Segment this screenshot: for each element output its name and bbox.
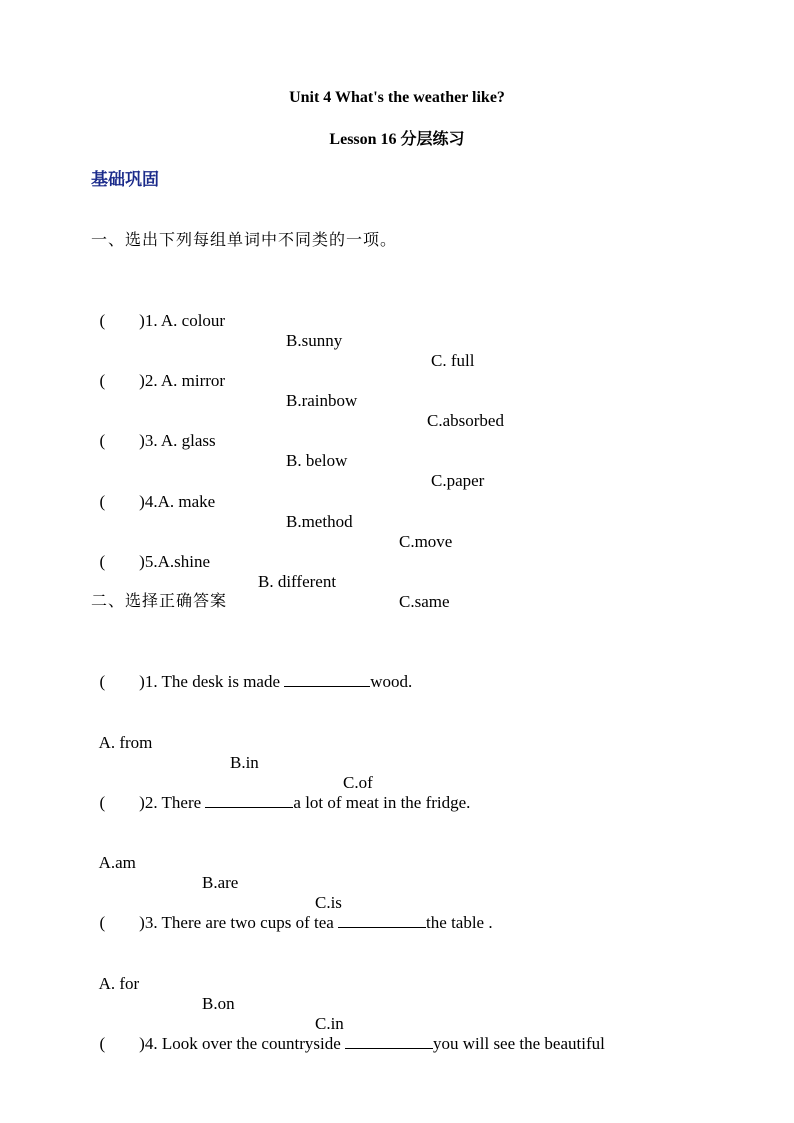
option-c: C. full [431,351,475,370]
option-b: B. different [258,572,337,591]
question-stem-end: a lot of meat in the fridge. [293,793,471,812]
option-a: A. for [98,974,140,993]
question-row [91,773,470,813]
option-c: C.paper [431,471,485,490]
lesson-subtitle: Lesson 16 分层练习 [329,131,465,148]
answer-blank [345,1034,433,1049]
option-b: B.method [286,512,353,531]
question-stem-end: you will see the beautiful [433,1034,605,1053]
question-stem: ( )3. There are two cups of tea [99,913,339,932]
option-b: B.sunny [286,331,343,350]
option-c: C.same [399,592,450,611]
part2-heading: 二、选择正确答案 [91,593,228,610]
question-stem-end: the table . [426,913,493,932]
question-stem: ( )2. A. mirror [99,371,226,390]
option-a: A.am [98,853,136,872]
question-stem: ( )2. There [99,793,206,812]
option-c: C.in [315,1014,344,1033]
question-stem: ( )1. A. colour [99,311,226,330]
part1-heading: 一、选出下列每组单词中不同类的一项。 [91,232,398,249]
question-row [91,1014,605,1054]
question-stem: ( )4. Look over the countryside [99,1034,345,1053]
question-stem-end: wood. [370,672,413,691]
option-b: B.rainbow [286,391,358,410]
option-c: C.is [315,893,342,912]
answer-blank [338,913,426,928]
section-heading: 基础巩固 [91,170,159,189]
option-c: C.absorbed [427,411,504,430]
option-c: C.move [399,532,453,551]
option-b: B.are [202,873,239,892]
question-stem: ( )4.A. make [99,492,216,511]
question-stem: ( )3. A. glass [99,431,216,450]
option-c: C.of [343,773,373,792]
question-stem: ( )5.A.shine [99,552,210,571]
question-row [91,652,412,692]
option-a: A. from [98,733,153,752]
option-b: B. below [286,451,348,470]
document-title: Unit 4 What's the weather like? [289,89,505,106]
answer-blank [205,793,293,808]
option-b: B.on [202,994,235,1013]
question-stem: ( )1. The desk is made [99,672,285,691]
option-b: B.in [230,753,259,772]
answer-blank [284,672,370,687]
question-row [91,893,493,933]
